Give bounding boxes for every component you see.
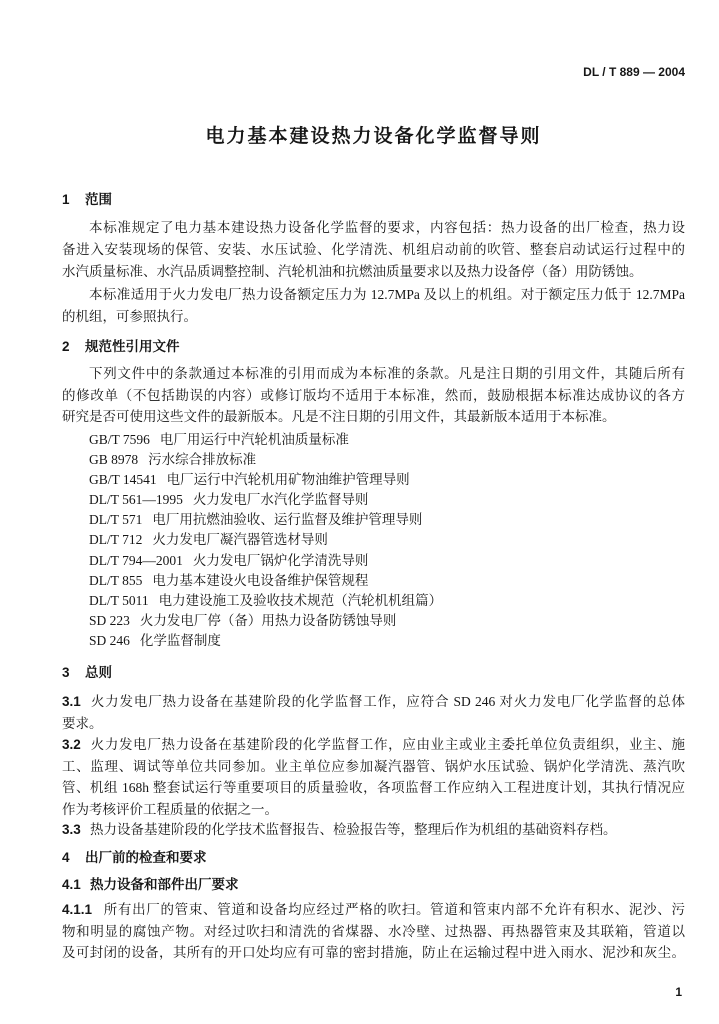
clause-number: 3.3 [62, 822, 81, 837]
clause-3-1 [62, 691, 685, 734]
clause-text: 火力发电厂热力设备在基建阶段的化学监督工作，应由业主或业主委托单位负责组织，业主、施 [90, 737, 685, 752]
paragraph-line: 本标准适用于火力发电厂热力设备额定压力为 12.7MPa 及以上的机组。对于额定压力低于 12.7MPa [89, 287, 685, 303]
reference-item [62, 450, 685, 470]
clause-number: 3.2 [62, 737, 81, 752]
section-1-heading [62, 190, 685, 210]
paragraph-line: 的修改单（不包括勘误的内容）或修订版均不适用于本标准，然而，鼓励根据本标准达成协议的各方 [62, 387, 685, 403]
reference-code: DL/T 794—2001 [89, 552, 183, 568]
reference-item [62, 510, 685, 530]
reference-title: 电厂用运行中汽轮机油质量标准 [159, 432, 349, 447]
clause-text: 所有出厂的管束、管道和设备均应经过严格的吹扫。管道和管束内部不允许有积水、泥沙、污 [103, 902, 685, 917]
reference-code: DL/T 561—1995 [89, 492, 183, 508]
clause-line [62, 819, 685, 841]
section-title: 出厂前的检查和要求 [85, 850, 207, 865]
reference-code: DL/T 5011 [89, 592, 149, 608]
reference-item [62, 530, 685, 550]
reference-title: 电力基本建设火电设备维护保管规程 [152, 572, 369, 588]
reference-code: GB/T 7596 [89, 432, 150, 447]
clause-3-2 [62, 734, 685, 821]
clause-line: 管、机组 168h 整套试运行等重要项目的质量验收，各项监督工作应纳入工程进度计划，其执行情况应 [62, 780, 685, 796]
clause-line: 物和明显的腐蚀产物。对经过吹扫和清洗的省煤器、水冷壁、过热器、再热器管束及其联箱，管道以 [62, 923, 685, 939]
reference-item [62, 571, 685, 591]
paragraph-line: 的机组，可参照执行。 [62, 308, 197, 324]
clause-line: 及可封闭的设备，其所有的开口处均应有可靠的密封措施，防止在运输过程中进入雨水、泥沙和灰尘。 [62, 945, 685, 961]
clause-3-3 [62, 819, 685, 841]
clause-line: 要求。 [62, 715, 103, 731]
section-number: 2 [62, 339, 70, 354]
section-4-heading [62, 848, 685, 868]
reference-title: 电力建设施工及验收技术规范（汽轮机机组篇） [158, 592, 443, 608]
section-2-heading [62, 337, 685, 357]
clause-number: 4.1.1 [62, 902, 93, 917]
scope-paragraph-1 [62, 217, 685, 282]
reference-code: DL/T 571 [89, 512, 143, 528]
clause-line: 工、监理、调试等单位共同参加。业主单位应参加凝汽器管、锅炉水压试验、锅炉化学清洗、蒸汽吹 [62, 758, 685, 774]
subsection-title: 热力设备和部件出厂要求 [90, 877, 239, 892]
clause-line [62, 691, 685, 713]
paragraph-line: 下列文件中的条款通过本标准的引用而成为本标准的条款。凡是注日期的引用文件，其随后所有 [89, 366, 685, 381]
reference-title: 火力发电厂凝汽器管选材导则 [152, 532, 328, 548]
reference-title: 电厂用抗燃油验收、运行监督及维护管理导则 [152, 512, 423, 528]
standard-code-header: DL / T 889 — 2004 [583, 65, 685, 79]
section-3-heading [62, 663, 685, 683]
reference-title: 化学监督制度 [139, 632, 221, 648]
clause-line [62, 899, 685, 921]
reference-title: 污水综合排放标准 [148, 452, 257, 468]
clause-number: 3.1 [62, 694, 81, 710]
reference-item [62, 490, 685, 510]
reference-title: 火力发电厂停（备）用热力设备防锈蚀导则 [139, 612, 397, 628]
normative-references-list [62, 430, 685, 651]
subsection-4-1-heading [62, 875, 685, 895]
clause-line [62, 734, 685, 756]
section-title: 规范性引用文件 [85, 339, 180, 354]
reference-title: 火力发电厂锅炉化学清洗导则 [192, 552, 369, 568]
reference-code: DL/T 712 [89, 532, 143, 548]
section-title: 范围 [85, 192, 112, 207]
document-title: 电力基本建设热力设备化学监督导则 [205, 126, 542, 147]
references-intro-paragraph [62, 363, 685, 428]
clause-4-1-1 [62, 899, 685, 964]
page-number: 1 [675, 985, 682, 999]
reference-item [62, 631, 685, 651]
reference-code: SD 246 [89, 632, 130, 648]
reference-code: GB/T 14541 [89, 472, 157, 488]
paragraph-line: 研究是否可使用这些文件的最新版本。凡是不注日期的引用文件，其最新版本适用于本标准。 [62, 409, 616, 425]
reference-title: 火力发电厂水汽化学监督导则 [192, 492, 369, 508]
paragraph-line: 水汽质量标准、水汽品质调整控制、汽轮机油和抗燃油质量要求以及热力设备停（备）用防锈蚀。 [62, 263, 643, 279]
section-number: 4 [62, 850, 70, 865]
paragraph-line: 本标准规定了电力基本建设热力设备化学监督的要求，内容包括：热力设备的出厂检查，热力设 [89, 220, 685, 236]
reference-item [62, 470, 685, 490]
reference-code: GB 8978 [89, 452, 139, 468]
clause-line: 作为考核评价工程质量的依据之一。 [62, 802, 278, 818]
reference-item [62, 611, 685, 631]
reference-item [62, 591, 685, 611]
reference-item [62, 551, 685, 571]
section-number: 1 [62, 192, 70, 207]
clause-text: 热力设备基建阶段的化学技术监督报告、检验报告等，整理后作为机组的基础资料存档。 [90, 822, 617, 837]
reference-item [62, 430, 685, 450]
reference-code: SD 223 [89, 612, 130, 628]
reference-title: 电厂运行中汽轮机用矿物油维护管理导则 [166, 472, 410, 488]
scope-paragraph-2 [62, 284, 685, 327]
subsection-number: 4.1 [62, 877, 81, 892]
reference-code: DL/T 855 [89, 572, 143, 588]
section-title: 总则 [85, 665, 112, 680]
paragraph-line: 备进入安装现场的保管、安装、水压试验、化学清洗、机组启动前的吹管、整套启动试运行过程中的 [62, 241, 685, 257]
clause-text: 火力发电厂热力设备在基建阶段的化学监督工作，应符合 SD 246 对火力发电厂化学监督的总体 [90, 694, 685, 710]
section-number: 3 [62, 665, 70, 680]
